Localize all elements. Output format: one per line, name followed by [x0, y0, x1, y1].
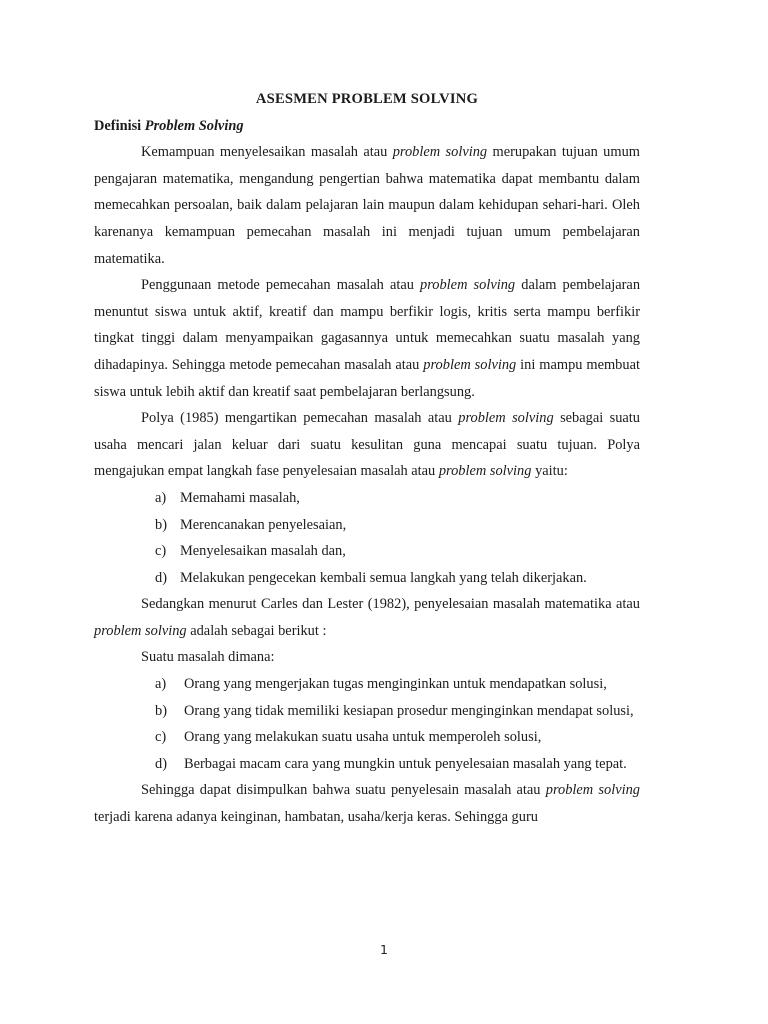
list-item: d) Melakukan pengecekan kembali semua langkah yang telah dikerjakan. — [155, 569, 587, 586]
polya-steps-list — [94, 485, 640, 591]
list-item: c) Menyelesaikan masalah dan, — [155, 543, 346, 560]
paragraph-carles-lester: Sedangkan menurut Carles dan Lester (1982), penyelesaian masalah matematika atau problem solving adalah sebagai berikut : — [94, 596, 640, 639]
list-item: d) Berbagai macam cara yang mungkin untuk penyelesaian masalah yang tepat. — [155, 755, 627, 772]
section-heading-prefix: Definisi — [94, 117, 142, 134]
paragraph-method: Penggunaan metode pemecahan masalah atau problem solving dalam pembelajaran menuntut siswa untuk aktif, kreatif dan mampu berfikir logis, kritis serta mampu berfikir tingkat tinggi dalam menyampaikan gagasannya untuk memecahkan suatu masalah yang dihadapinya. Sehingga metode pemecahan masalah atau problem solving ini mampu membuat siswa untuk lebih aktif dan kreatif saat pembelajaran berlangsung. — [94, 277, 641, 400]
list-item: b) Orang yang tidak memiliki kesiapan prosedur menginginkan mendapat solusi, — [155, 702, 634, 719]
paragraph-problem-intro: Suatu masalah dimana: — [141, 649, 275, 666]
conditions-list — [94, 671, 640, 777]
list-item: b) Merencanakan penyelesaian, — [155, 516, 347, 533]
section-heading — [94, 113, 640, 140]
page-number: 1 — [380, 942, 388, 957]
paragraph-conclusion: Sehingga dapat disimpulkan bahwa suatu penyelesain masalah atau problem solving terjadi karena adanya keinginan, hambatan, usaha/kerja keras. Sehingga guru — [94, 782, 640, 826]
list-item: a) Memahami masalah, — [155, 489, 300, 506]
list-item: c) Orang yang melakukan suatu usaha untuk memperoleh solusi, — [155, 729, 542, 746]
list-item: a) Orang yang mengerjakan tugas menginginkan untuk mendapatkan solusi, — [155, 676, 607, 693]
page-title: ASESMEN PROBLEM SOLVING — [255, 91, 479, 107]
page-content — [94, 86, 640, 831]
section-heading-emphasis: Problem Solving — [144, 117, 244, 134]
paragraph-definition: Kemampuan menyelesaikan masalah atau problem solving merupakan tujuan umum pengajaran matematika, mengandung pengertian bahwa matematika dapat membantu dalam memecahkan persoalan, baik dalam pelajaran lain maupun dalam kehidupan sehari-hari. Oleh karenanya kemampuan pemecahan masalah ini menjadi tujuan umum pembelajaran matematika. — [94, 144, 640, 267]
paragraph-polya: Polya (1985) mengartikan pemecahan masalah atau problem solving sebagai suatu usaha mencari jalan keluar dari suatu kesulitan guna mencapai suatu tujuan. Polya mengajukan empat langkah fase penyelesaian masalah atau problem solving yaitu: — [94, 410, 640, 480]
